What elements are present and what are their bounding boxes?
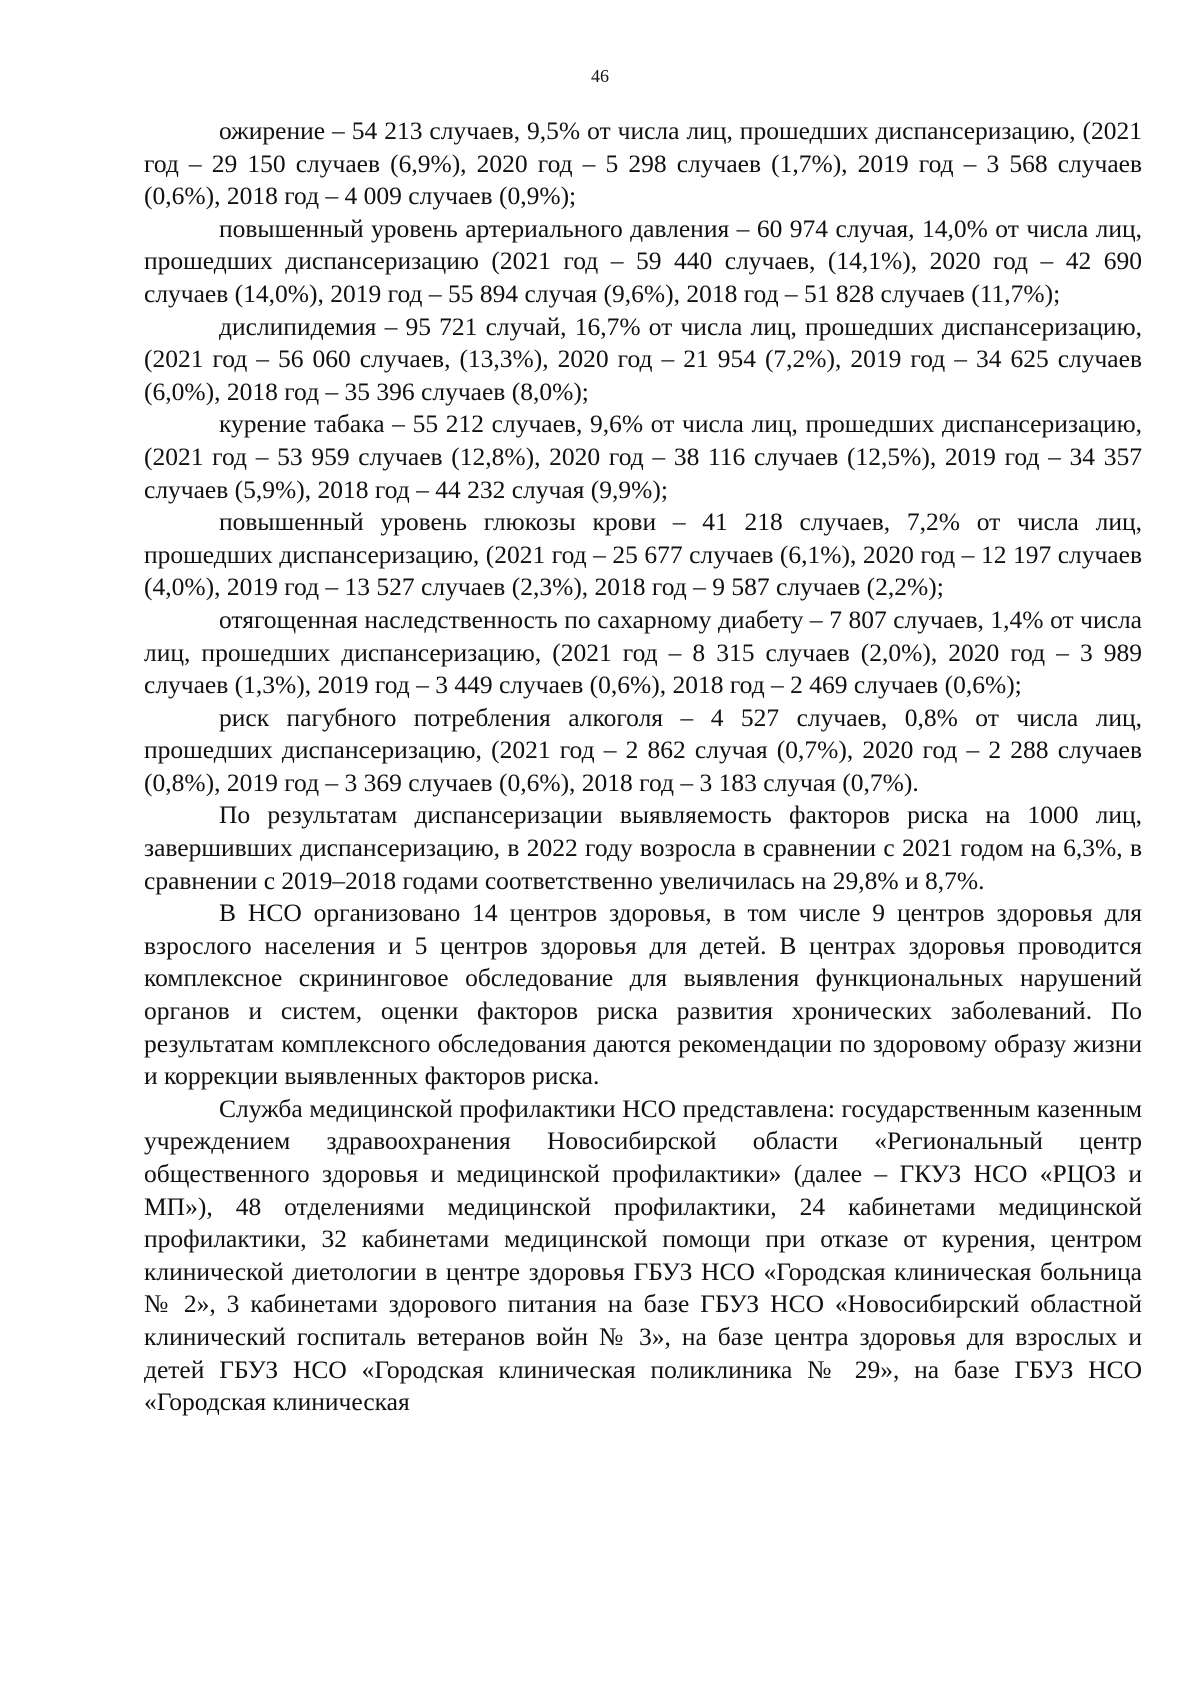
page-number: 46: [591, 66, 609, 86]
document-body: [144, 115, 1142, 1419]
paragraph-smoking: курение табака – 55 212 случаев, 9,6% от числа лиц, прошедших диспансеризацию, (2021 год – 53 959 случаев (12,8%), 2020 год – 38 116 случаев (12,5%), 2019 год – 34 357 случаев (5,9%), 2018 год – 44 232 случая (9,9%);: [144, 409, 1142, 504]
paragraph-blood-pressure: повышенный уровень артериального давления – 60 974 случая, 14,0% от числа лиц, прошедших диспансеризацию (2021 год – 59 440 случаев, (14,1%), 2020 год – 42 690 случаев (14,0%), 2019 год – 55 894 случая (9,6%), 2018 год – 51 828 случаев (11,7%);: [144, 213, 1142, 308]
paragraph-health-centers: В НСО организовано 14 центров здоровья, в том числе 9 центров здоровья для взрослого населения и 5 центров здоровья для детей. В центрах здоровья проводится комплексное скрининговое обследование для выявления функциональных нарушений органов и систем, оценки факторов риска развития хронических заболеваний. По результатам комплексного обследования даются рекомендации по здоровому образу жизни и коррекции выявленных факторов риска.: [144, 898, 1142, 1091]
paragraph-alcohol-risk: риск пагубного потребления алкоголя – 4 527 случаев, 0,8% от числа лиц, прошедших диспансеризацию, (2021 год – 2 862 случая (0,7%), 2020 год – 2 288 случаев (0,8%), 2019 год – 3 369 случаев (0,6%), 2018 год – 3 183 случая (0,7%).: [144, 702, 1142, 797]
paragraph-dyslipidemia: дислипидемия – 95 721 случай, 16,7% от числа лиц, прошедших диспансеризацию, (2021 год – 56 060 случаев, (13,3%), 2020 год – 21 954 (7,2%), 2019 год – 34 625 случаев (6,0%), 2018 год – 35 396 случаев (8,0%);: [144, 311, 1142, 406]
paragraph-prevention-service: Служба медицинской профилактики НСО представлена: государственным казенным учреждением здравоохранения Новосибирской области «Региональный центр общественного здоровья и медицинской профилактики» (далее – ГКУЗ НСО «РЦОЗ и МП»), 48 отделениями медицинской профилактики, 24 кабинетами медицинской профилактики, 32 кабинетами медицинской помощи при отказе от курения, центром клинической диетологии в центре здоровья ГБУЗ НСО «Городская клиническая больница № 2», 3 кабинетами здорового питания на базе ГБУЗ НСО «Новосибирский областной клинический госпиталь ветеранов войн № 3», на базе центра здоровья для взрослых и детей ГБУЗ НСО «Городская клиническая поликлиника № 29», на базе ГБУЗ НСО «Городская клиническая: [144, 1093, 1142, 1417]
paragraph-blood-glucose: повышенный уровень глюкозы крови – 41 218 случаев, 7,2% от числа лиц, прошедших диспансеризацию, (2021 год – 25 677 случаев (6,1%), 2020 год – 12 197 случаев (4,0%), 2019 год – 13 527 случаев (2,3%), 2018 год – 9 587 случаев (2,2%);: [144, 507, 1142, 602]
paragraph-diabetes-heredity: отягощенная наследственность по сахарному диабету – 7 807 случаев, 1,4% от числа лиц, прошедших диспансеризацию, (2021 год – 8 315 случаев (2,0%), 2020 год – 3 989 случаев (1,3%), 2019 год – 3 449 случаев (0,6%), 2018 год – 2 469 случаев (0,6%);: [144, 604, 1142, 700]
paragraph-risk-factor-results: По результатам диспансеризации выявляемость факторов риска на 1000 лиц, завершивших диспансеризацию, в 2022 году возросла в сравнении с 2021 годом на 6,3%, в сравнении с 2019–2018 годами соответственно увеличилась на 29,8% и 8,7%.: [144, 800, 1142, 895]
paragraph-obesity: ожирение – 54 213 случаев, 9,5% от числа лиц, прошедших диспансеризацию, (2021 год – 29 150 случаев (6,9%), 2020 год – 5 298 случаев (1,7%), 2019 год – 3 568 случаев (0,6%), 2018 год – 4 009 случаев (0,9%);: [144, 116, 1142, 211]
